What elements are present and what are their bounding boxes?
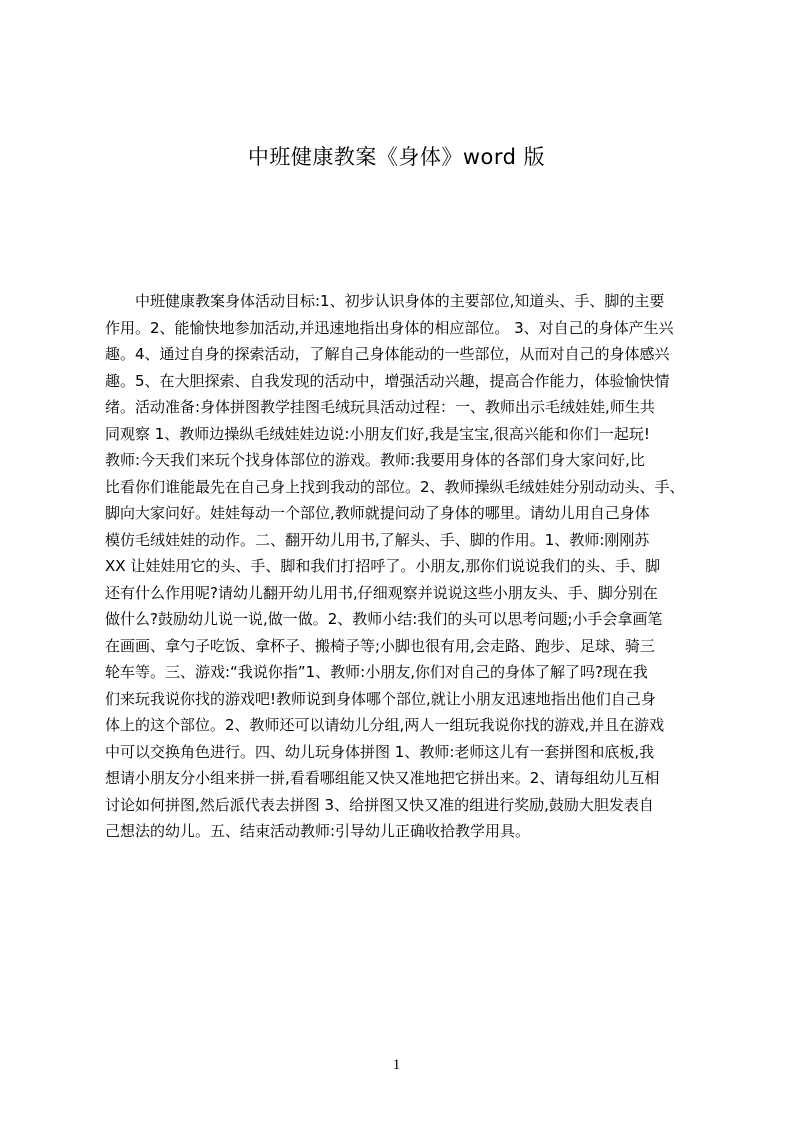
body-line: 教师:今天我们来玩个找身体部位的游戏。教师:我要用身体的各部们身大家问好,比 bbox=[105, 451, 645, 469]
body-line: 脚向大家问好。娃娃每动一个部位,教师就提问动了身体的哪里。请幼儿用自己身体 bbox=[105, 504, 650, 522]
document-body bbox=[105, 288, 697, 858]
body-line: 中可以交换角色进行。四、幼儿玩身体拼图 1、教师:老师这儿有一套拼图和底板,我 bbox=[105, 742, 655, 761]
body-line: 趣。5、在大胆探索、自我发现的活动中，增强活动兴趣，提高合作能力，体验愉快情 bbox=[105, 371, 670, 390]
body-line: 想请小朋友分小组来拼一拼,看看哪组能又快又准地把它拼出来。2、请每组幼儿互相 bbox=[105, 769, 660, 787]
body-line: 体上的这个部位。2、教师还可以请幼儿分组,两人一组玩我说你找的游戏,并且在游戏 bbox=[105, 716, 665, 734]
body-line: 模仿毛绒娃娃的动作。二、翻开幼儿用书,了解头、手、脚的作用。1、教师:刚刚苏 bbox=[105, 530, 650, 549]
body-line: 在画画、拿勺子吃饭、拿杯子、搬椅子等;小脚也很有用,会走路、跑步、足球、骑三 bbox=[105, 636, 655, 655]
body-line: 同观察 1、教师边操纵毛绒娃娃边说:小朋友们好,我是宝宝,很高兴能和你们一起玩! bbox=[105, 424, 650, 443]
body-line: 己想法的幼儿。五、结束活动教师:引导幼儿正确收拾教学用具。 bbox=[105, 822, 531, 840]
body-line: 轮车等。三、游戏:“我说你指”1、教师:小朋友,你们对自己的身体了解了吗?现在我 bbox=[105, 663, 648, 681]
body-line: 们来玩我说你找的游戏吧!教师说到身体哪个部位,就让小朋友迅速地指出他们自己身 bbox=[105, 689, 656, 708]
body-line: 做什么?鼓励幼儿说一说,做一做。2、教师小结:我们的头可以思考问题;小手会拿画笔 bbox=[105, 610, 663, 628]
body-line: 中班健康教案身体活动目标:1、初步认识身体的主要部位,知道头、手、脚的主要 bbox=[105, 292, 665, 310]
page-number: 1 bbox=[392, 1057, 401, 1073]
body-line: 绪。活动准备:身体拼图教学挂图毛绒玩具活动过程：一、教师出示毛绒娃娃,师生共 bbox=[105, 398, 655, 416]
body-line: 趣。4、通过自身的探索活动，了解自己身体能动的一些部位，从而对自己的身体感兴 bbox=[105, 345, 670, 363]
body-line: 还有什么作用呢?请幼儿翻开幼儿用书,仔细观察并说说这些小朋友头、手、脚分别在 bbox=[105, 583, 658, 602]
body-line: 讨论如何拼图,然后派代表去拼图 3、给拼图又快又准的组进行奖励,鼓励大胆发表自 bbox=[105, 795, 654, 814]
document-title: 中班健康教案《身体》word 版 bbox=[247, 145, 546, 169]
body-line: 比看你们谁能最先在自己身上找到我动的部位。2、教师操纵毛绒娃娃分别动动头、手、 bbox=[105, 477, 685, 496]
body-line: 作用。2、能愉快地参加活动,并迅速地指出身体的相应部位。 3、对自己的身体产生兴 bbox=[105, 318, 674, 337]
body-line: XX 让娃娃用它的头、手、脚和我们打招呼了。小朋友,那你们说说我们的头、手、脚 bbox=[105, 557, 661, 575]
